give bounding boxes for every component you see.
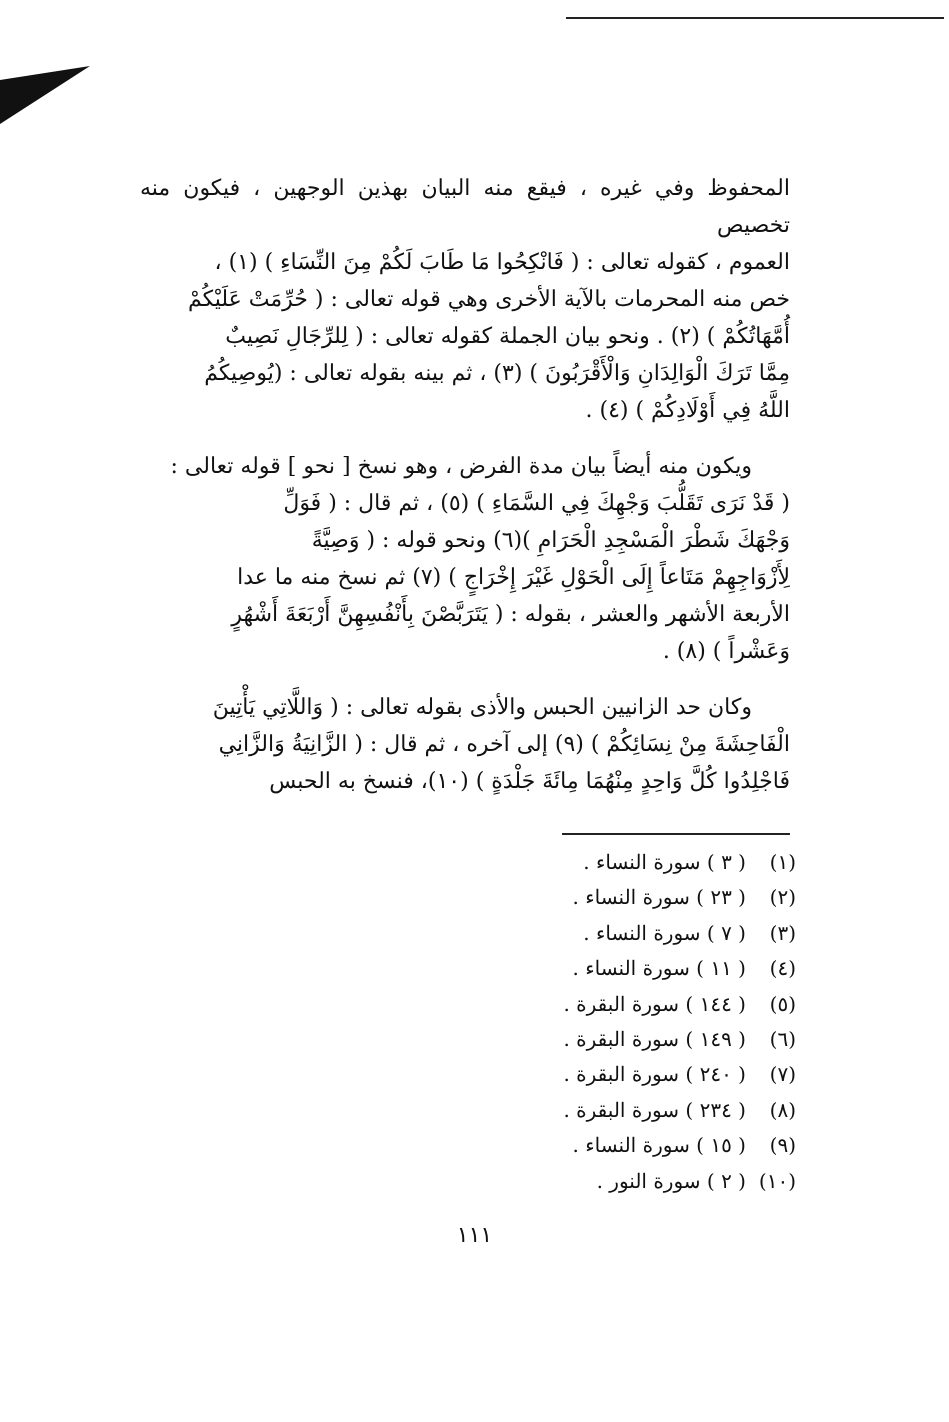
footnote-item: [360, 1164, 796, 1199]
footnote-number: (١): [769, 850, 796, 874]
text-line: المحفوظ وفي غيره ، فيقع منه البيان بهذين الوجهين ، فيكون منه تخصيص: [140, 176, 790, 238]
footnote-text: ( ٢٤٠ ) سورة البقرة .: [563, 1062, 746, 1087]
footnote-item: [360, 845, 796, 880]
footnote-number: (٨): [769, 1097, 796, 1122]
footnote-item: [360, 1022, 796, 1057]
footnote-number: (٦): [769, 1027, 796, 1052]
footnotes: [360, 845, 796, 1199]
body-text: [140, 170, 790, 819]
footnote-text: ( ١١ ) سورة النساء .: [572, 956, 746, 981]
text-line: الْفَاحِشَةَ مِنْ نِسَائِكُمْ ) (٩) إلى آخره ، ثم قال : ( الزَّانِيَةُ وَالزَّانِي: [218, 732, 790, 757]
footnote-item: [360, 987, 796, 1022]
page-number: ١١١: [456, 1223, 493, 1248]
footnote-item: [360, 1093, 796, 1128]
footnote-number: (١٠): [758, 1168, 796, 1193]
text-line: الأربعة الأشهر والعشر ، بقوله : ( يَتَرَبَّصْنَ بِأَنْفُسِهِنَّ أَرْبَعَةَ أَشْهُرٍ: [231, 602, 790, 627]
text-line: وَجْهَكَ شَطْرَ الْمَسْجِدِ الْحَرَامِ )(٦) ونحو قوله : ( وَصِيَّةً: [311, 528, 790, 553]
footnote-text: ( ١٥ ) سورة النساء .: [572, 1133, 746, 1158]
footnote-item: [360, 916, 796, 951]
footnote-text: ( ٢٣٤ ) سورة البقرة .: [563, 1097, 746, 1122]
paragraph-3: [140, 689, 790, 800]
footnote-text: ( ٢٣ ) سورة النساء .: [572, 885, 746, 910]
footnote-text: ( ١٤٩ ) سورة البقرة .: [563, 1027, 746, 1052]
page-corner-mark: [0, 66, 90, 124]
header-rule: [566, 17, 944, 19]
text-line: أُمَّهَاتُكُمْ ) (٢) . ونحو بيان الجملة كقوله تعالى : ( لِلرِّجَالِ نَصِيبٌ: [225, 324, 790, 349]
text-line: لِأَزْوَاجِهِمْ مَتَاعاً إِلَى الْحَوْلِ غَيْرَ إِخْرَاجٍ ) (٧) ثم نسخ منه ما عدا: [237, 565, 790, 590]
text-line: مِمَّا تَرَكَ الْوَالِدَانِ وَالْأَقْرَبُونَ ) (٣) ، ثم بينه بقوله تعالى : (يُوصِيكُمُ: [204, 361, 790, 386]
footnote-number: (٣): [769, 920, 796, 945]
footnote-text: ( ٢ ) سورة النور .: [596, 1168, 746, 1193]
footnote-number: (٥): [769, 991, 796, 1016]
text-line: وَعَشْراً ) (٨) .: [662, 639, 790, 664]
footnote-number: (٤): [769, 956, 796, 981]
text-line: ( قَدْ نَرَى تَقَلُّبَ وَجْهِكَ فِي السَّمَاءِ ) (٥) ، ثم قال : ( فَوَلِّ: [283, 491, 790, 516]
footnote-number: (٩): [769, 1133, 796, 1158]
footnote-item: [360, 1057, 796, 1092]
footnote-item: [360, 880, 796, 915]
footnote-item: [360, 951, 796, 986]
footnote-text: ( ٧ ) سورة النساء .: [583, 920, 746, 945]
text-line: العموم ، كقوله تعالى : ( فَانْكِحُوا مَا طَابَ لَكُمْ مِنَ النِّسَاءِ ) (١) ،: [214, 250, 790, 275]
text-line: خص منه المحرمات بالآية الأخرى وهي قوله تعالى : ( حُرِّمَتْ عَلَيْكُمْ: [187, 287, 790, 312]
footnote-item: [360, 1128, 796, 1163]
paragraph-2: [140, 448, 790, 670]
footnote-text: ( ٣ ) سورة النساء .: [583, 850, 746, 874]
text-line: فَاجْلِدُوا كُلَّ وَاحِدٍ مِنْهُمَا مِائَةَ جَلْدَةٍ ) (١٠)، فنسخ به الحبس: [269, 769, 790, 794]
paragraph-1: [140, 170, 790, 429]
text-line: ويكون منه أيضاً بيان مدة الفرض ، وهو نسخ [ نحو ] قوله تعالى :: [170, 454, 752, 479]
footnote-separator: [562, 833, 790, 835]
text-line: وكان حد الزانيين الحبس والأذى بقوله تعالى : ( وَاللَّاتِي يَأْتِينَ: [212, 695, 752, 720]
text-line: اللَّهُ فِي أَوْلَادِكُمْ ) (٤) .: [585, 398, 790, 423]
footnote-number: (٧): [769, 1062, 796, 1087]
footnote-number: (٢): [769, 885, 796, 910]
footnote-text: ( ١٤٤ ) سورة البقرة .: [563, 991, 746, 1016]
